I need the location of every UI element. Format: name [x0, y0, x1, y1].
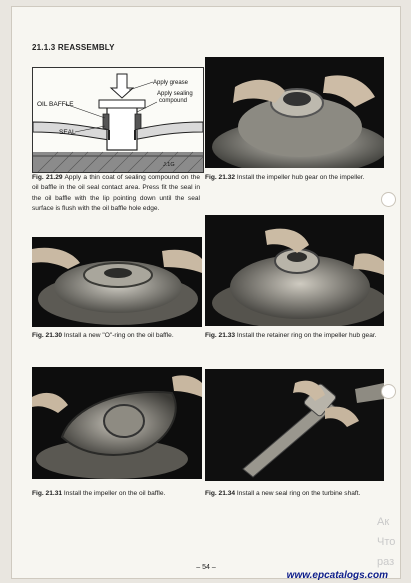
figure-21-29-diagram	[32, 67, 204, 173]
diagram-label-sealing-line1: Apply sealing	[157, 91, 193, 97]
figure-21-29-number: Fig. 21.29	[32, 174, 63, 181]
figure-21-32-number: Fig. 21.32	[205, 174, 236, 181]
figure-21-33-photo	[205, 215, 384, 326]
diagram-label-grease: Apply grease	[153, 80, 189, 86]
manual-page	[11, 6, 401, 579]
binder-hole-top	[381, 192, 396, 207]
figure-21-32-photo	[205, 57, 384, 168]
overlay-ghost-text	[377, 512, 395, 572]
figure-21-34-text: Install a new seal ring on the turbine shaft.	[236, 490, 361, 497]
section-heading: 21.1.3 REASSEMBLY	[32, 43, 115, 52]
figure-21-34-caption	[205, 489, 381, 499]
figure-21-34-photo	[205, 369, 384, 481]
diagram-label-seal: SEAL	[59, 129, 76, 136]
diagram-label-oil-baffle: OIL BAFFLE	[37, 101, 74, 108]
ghost-line-2: Что	[377, 536, 396, 548]
figure-21-30-text: Install a new "O"-ring on the oil baffle.	[63, 332, 174, 339]
watermark-link[interactable]: www.epcatalogs.com	[286, 570, 388, 581]
figure-21-33-caption	[205, 331, 381, 341]
figure-21-29-text: Apply a thin coat of sealing compound on the oil baffle in the oil seal contact area. Press fit the seal in the oil baffle with the lip pointing down until the seal surface is flush with the oil baffle hole edge.	[32, 174, 201, 212]
figure-21-30-photo	[32, 237, 202, 327]
figure-21-29-caption	[32, 173, 200, 214]
figure-21-33-text: Install the retainer ring on the impeller hub gear.	[236, 332, 377, 339]
figure-21-31-number: Fig. 21.31	[32, 490, 63, 497]
binder-hole-bottom	[381, 384, 396, 399]
figure-21-32-caption	[205, 173, 384, 183]
figure-21-32-text: Install the impeller hub gear on the impeller.	[236, 174, 365, 181]
figure-21-30-caption	[32, 331, 200, 341]
figure-21-34-number: Fig. 21.34	[205, 490, 236, 497]
page-number: – 54 –	[196, 564, 216, 571]
ghost-line-3: раз	[377, 556, 395, 568]
figure-21-31-caption	[32, 489, 200, 499]
figure-21-31-photo	[32, 367, 202, 479]
ghost-line-1: Ак	[377, 516, 390, 528]
diagram-label-sealing-line2: compound	[159, 98, 188, 104]
figure-21-31-text: Install the impeller on the oil baffle.	[63, 490, 166, 497]
figure-21-30-number: Fig. 21.30	[32, 332, 63, 339]
oil-seal-diagram	[33, 68, 203, 172]
diagram-label-code: J.1G	[163, 162, 175, 168]
figure-21-33-number: Fig. 21.33	[205, 332, 236, 339]
